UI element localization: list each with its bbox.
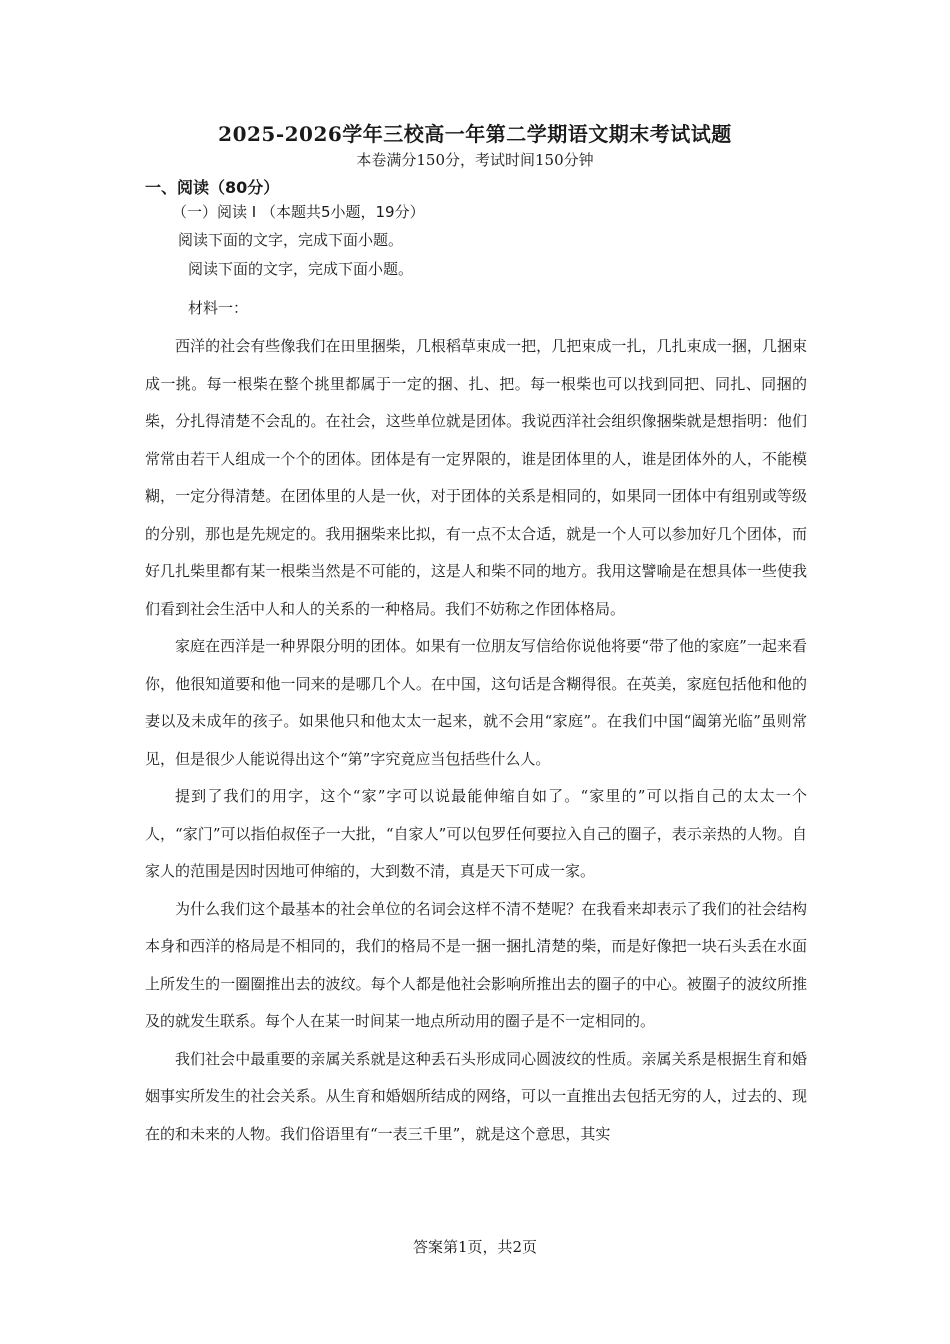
paragraph: 家庭在西洋是一种界限分明的团体。如果有一位朋友写信给你说他将要“带了他的家庭”一起来看你，他很知道要和他一同来的是哪几个人。在中国，这句话是含糊得很。在英美，家庭包括他和他的妻以及未成年的孩子。如果他只和他太太一起来，就不会用“家庭”。在我们中国“阖第光临”虽则常见，但是很少人能说得出这个“第”字究竟应当包括些什么人。 <box>145 637 807 768</box>
exam-subtitle: 本卷满分150分，考试时间150分钟 <box>356 151 594 169</box>
paragraph: 提到了我们的用字，这个“家”字可以说最能伸缩自如了。“家里的”可以指自己的太太一个人，“家门”可以指伯叔侄子一大批，“自家人”可以包罗任何要拉入自己的圈子，表示亲热的人物。自家人的范围是因时因地可伸缩的，大到数不清，真是天下可成一家。 <box>145 787 807 880</box>
page-footer: 答案第1页，共2页 <box>412 1238 538 1256</box>
instruction-text: 阅读下面的文字，完成下面小题。 <box>178 231 404 249</box>
material-label: 材料一： <box>188 299 249 317</box>
paragraph: 我们社会中最重要的亲属关系就是这种丢石头形成同心圆波纹的性质。亲属关系是根据生育和婚姻事实所发生的社会关系。从生育和婚姻所结成的网络，可以一直推出去包括无穷的人，过去的、现在的和未来的人物。我们俗语里有“一表三千里”，就是这个意思，其实 <box>145 1049 807 1143</box>
reading-passage <box>145 328 807 1153</box>
paragraph: 为什么我们这个最基本的社会单位的名词会这样不清不楚呢？在我看来却表示了我们的社会结构本身和西洋的格局是不相同的，我们的格局不是一捆一捆扎清楚的柴，而是好像把一块石头丢在水面上所发生的一圈圈推出去的波纹。每个人都是他社会影响所推出去的圈子的中心。被圈子的波纹所推及的就发生联系。每个人在某一时间某一地点所动用的圈子是不一定相同的。 <box>145 899 807 1030</box>
exam-title: 2025-2026学年三校高一年第二学期语文期末考试试题 <box>218 122 732 146</box>
instruction-text-repeat: 阅读下面的文字，完成下面小题。 <box>188 260 414 278</box>
paragraph: 西洋的社会有些像我们在田里捆柴，几根稻草束成一把，几把束成一扎，几扎束成一捆，几捆束成一挑。每一根柴在整个挑里都属于一定的捆、扎、把。每一根柴也可以找到同把、同扎、同捆的柴，分扎得清楚不会乱的。在社会，这些单位就是团体。我说西洋社会组织像捆柴就是想指明：他们常常由若干人组成一个个的团体。团体是有一定界限的，谁是团体里的人，谁是团体外的人，不能模糊，一定分得清楚。在团体里的人是一伙，对于团体的关系是相同的，如果同一团体中有组别或等级的分别，那也是先规定的。我用捆柴来比拟，有一点不太合适，就是一个人可以参加好几个团体，而好几扎柴里都有某一根柴当然是不可能的，这是人和柴不同的地方。我用这譬喻是在想具体一些使我们看到社会生活中人和人的关系的一种格局。我们不妨称之作团体格局。 <box>145 337 807 618</box>
section-heading: 一、阅读（80分） <box>145 178 280 197</box>
subsection-heading: （一）阅读 I （本题共5小题，19分） <box>172 203 425 221</box>
